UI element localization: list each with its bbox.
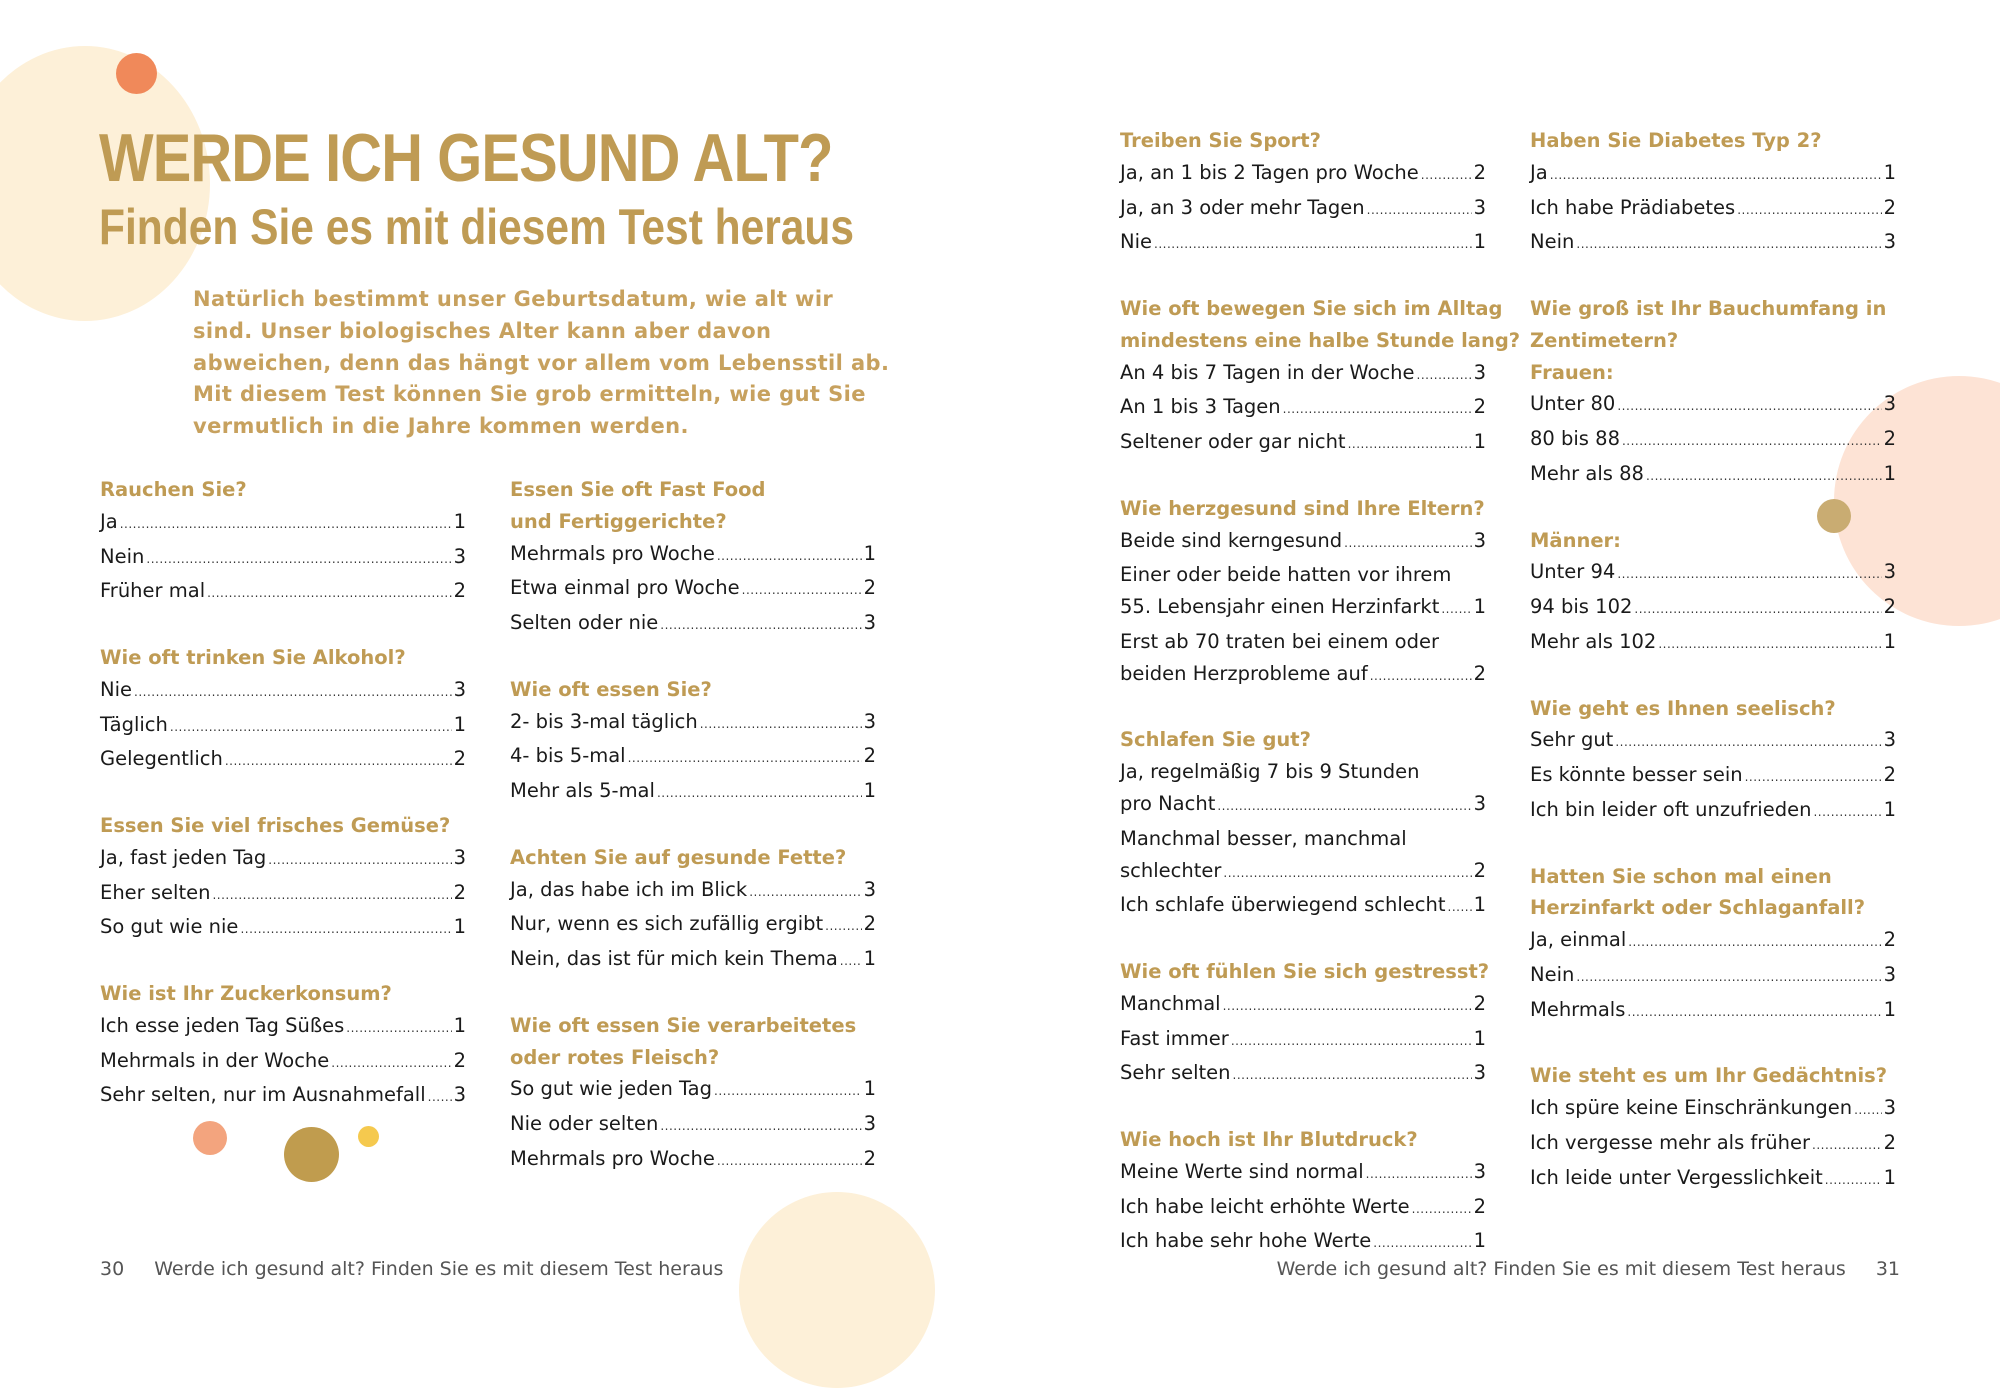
- answer-row: [510, 538, 876, 573]
- answer-label: Nie: [100, 677, 133, 701]
- answer-label: So gut wie nie: [100, 915, 239, 939]
- answer-row: [1530, 1127, 1896, 1162]
- leader-dots: [1223, 991, 1472, 1023]
- answer-points: 3: [1473, 1159, 1486, 1183]
- leader-dots: [1231, 1026, 1472, 1058]
- answer-row: [510, 706, 876, 741]
- answer-points: 2: [1883, 928, 1896, 952]
- answer-row: [100, 911, 466, 946]
- answer-row: [100, 1079, 466, 1114]
- quiz-column-1: [100, 474, 466, 1114]
- answer-label: Mehr als 88: [1530, 461, 1644, 485]
- answer-points: 3: [1473, 1061, 1486, 1085]
- leader-dots: [660, 610, 861, 642]
- quiz-column-2: [510, 474, 876, 1178]
- answer-label: Eher selten: [100, 880, 211, 904]
- leader-dots: [1367, 195, 1472, 227]
- answer-row: [100, 1045, 466, 1080]
- question-title: Wie hoch ist Ihr Blutdruck?: [1120, 1127, 1418, 1151]
- page-number-left: 30: [100, 1258, 125, 1280]
- answer-row: [100, 674, 466, 709]
- quiz-column-4: [1530, 125, 1896, 1197]
- answer-label: Seltener oder gar nicht: [1120, 430, 1346, 454]
- leader-dots: [1825, 1165, 1882, 1197]
- answer-points: 1: [1883, 629, 1896, 653]
- answer-points: 1: [1883, 797, 1896, 821]
- answer-row: [1120, 157, 1486, 192]
- leader-dots: [1617, 391, 1881, 423]
- answer-points: 1: [1473, 1026, 1486, 1050]
- question-title: Haben Sie Diabetes Typ 2?: [1530, 129, 1822, 152]
- answer-label: Mehr als 102: [1530, 629, 1657, 653]
- leader-dots: [1634, 594, 1881, 626]
- answer-label: Täglich: [100, 712, 168, 736]
- answer-row: [100, 575, 466, 610]
- answer-label: Mehrmals: [1530, 997, 1626, 1021]
- answer-label: Ja: [1530, 160, 1548, 184]
- question-title: Wie oft essen Sie?: [510, 677, 712, 701]
- answer-row: [1530, 591, 1896, 626]
- leader-dots: [1628, 927, 1881, 959]
- answer-points: 1: [1473, 1229, 1486, 1253]
- answer-points: 3: [453, 544, 466, 568]
- question-title-cont: mindestens eine halbe Stunde lang?: [1120, 328, 1521, 352]
- answer-row: [1120, 1225, 1486, 1260]
- answer-points: 3: [1883, 230, 1896, 254]
- leader-dots: [1154, 229, 1472, 261]
- answer-row: [510, 607, 876, 642]
- answer-points: 1: [1883, 997, 1896, 1021]
- answer-label: Ja, an 1 bis 2 Tagen pro Woche: [1120, 160, 1419, 184]
- leader-dots: [657, 778, 862, 810]
- question-title: Wie oft fühlen Sie sich gestresst?: [1120, 959, 1490, 983]
- answer-row: [1530, 794, 1896, 829]
- answer-row: [1530, 192, 1896, 227]
- leader-dots: [240, 914, 451, 946]
- answer-points: 2: [1883, 427, 1896, 451]
- answer-label: schlechter: [1120, 858, 1222, 882]
- answer-label: An 1 bis 3 Tagen: [1120, 395, 1281, 419]
- answer-points: 2: [1883, 195, 1896, 219]
- leader-dots: [1745, 762, 1882, 794]
- question-title: Wie oft trinken Sie Alkohol?: [100, 645, 406, 669]
- answer-label: Fast immer: [1120, 1026, 1229, 1050]
- answer-row: [510, 1108, 876, 1143]
- leader-dots: [1348, 429, 1472, 461]
- leader-dots: [1233, 1060, 1472, 1092]
- answer-row: [510, 740, 876, 775]
- answer-row: [100, 541, 466, 576]
- answer-points: 3: [1883, 560, 1896, 584]
- answer-points: 2: [863, 744, 876, 768]
- leader-dots: [268, 845, 451, 877]
- answer-row: [1530, 388, 1896, 423]
- answer-row: [1120, 889, 1486, 924]
- answer-row: [100, 877, 466, 912]
- answer-label: Ja: [100, 509, 118, 533]
- answer-label: 94 bis 102: [1530, 595, 1633, 619]
- answer-row: [510, 943, 876, 978]
- answer-row: [1530, 1092, 1896, 1127]
- answer-points: 3: [1473, 528, 1486, 552]
- answer-label: Ja, das habe ich im Blick: [510, 877, 748, 901]
- answer-row: [510, 908, 876, 943]
- answer-row: [1120, 391, 1486, 426]
- answer-label: pro Nacht: [1120, 791, 1216, 815]
- answer-row: [1120, 1023, 1486, 1058]
- answer-row: [1530, 226, 1896, 261]
- answer-points: 2: [1473, 1194, 1486, 1218]
- decor-dot-yellow: [358, 1126, 379, 1147]
- answer-label-line: Einer oder beide hatten vor ihrem: [1120, 563, 1452, 587]
- answer-label: Gelegentlich: [100, 747, 223, 771]
- answer-points: 3: [1473, 360, 1486, 384]
- leader-dots: [1617, 559, 1881, 591]
- leader-dots: [1576, 229, 1881, 261]
- answer-label: Etwa einmal pro Woche: [510, 576, 740, 600]
- answer-row: [510, 1143, 876, 1178]
- answer-points: 1: [1883, 160, 1896, 184]
- answer-row: [510, 1073, 876, 1108]
- answer-label: Ich leide unter Vergesslichkeit: [1530, 1165, 1823, 1189]
- answer-points: 2: [453, 747, 466, 771]
- question-title: Wie steht es um Ihr Gedächtnis?: [1530, 1064, 1888, 1088]
- answer-label: Nein: [1530, 230, 1575, 254]
- answer-row: [100, 1010, 466, 1045]
- answer-points: 3: [1473, 195, 1486, 219]
- answer-points: 2: [863, 1146, 876, 1170]
- question-title: Schlafen Sie gut?: [1120, 728, 1311, 752]
- answer-label: Ich habe Prädiabetes: [1530, 195, 1736, 219]
- leader-dots: [170, 712, 452, 744]
- leader-dots: [660, 1111, 861, 1143]
- answer-points: 2: [453, 880, 466, 904]
- leader-dots: [1550, 160, 1882, 192]
- answer-row: [100, 743, 466, 778]
- answer-points: 2: [453, 579, 466, 603]
- answer-row: [1120, 788, 1486, 823]
- answer-label: Ich spüre keine Einschränkungen: [1530, 1096, 1853, 1120]
- answer-points: 3: [1883, 728, 1896, 752]
- answer-label: Beide sind kerngesund: [1120, 528, 1343, 552]
- answer-points: 2: [1473, 661, 1486, 685]
- leader-dots: [742, 575, 862, 607]
- leader-dots: [717, 1146, 862, 1178]
- question-title-cont: Herzinfarkt oder Schlaganfall?: [1530, 896, 1866, 920]
- leader-dots: [1646, 461, 1882, 493]
- leader-dots: [749, 877, 861, 909]
- answer-points: 1: [453, 509, 466, 533]
- answer-points: 2: [1883, 763, 1896, 787]
- answer-row: [1120, 426, 1486, 461]
- leader-dots: [1615, 727, 1881, 759]
- leader-dots: [225, 746, 452, 778]
- answer-label: Ich vergesse mehr als früher: [1530, 1130, 1811, 1154]
- leader-dots: [1366, 1159, 1472, 1191]
- leader-dots: [207, 578, 451, 610]
- answer-row: [1530, 556, 1896, 591]
- decor-dot-salmon: [193, 1121, 227, 1155]
- leader-dots: [1412, 1194, 1472, 1226]
- running-footer-left: Werde ich gesund alt? Finden Sie es mit diesem Test heraus: [154, 1258, 724, 1280]
- answer-row: [1120, 855, 1486, 890]
- answer-points: 1: [1883, 1165, 1896, 1189]
- answer-row: [510, 775, 876, 810]
- answer-points: 2: [1473, 991, 1486, 1015]
- question-title: Rauchen Sie?: [100, 478, 247, 501]
- subgroup-men-label: Männer:: [1530, 528, 1621, 552]
- answer-row: [1530, 458, 1896, 493]
- answer-label: Mehrmals in der Woche: [100, 1048, 330, 1072]
- answer-label: Sehr gut: [1530, 728, 1614, 752]
- leader-dots: [428, 1082, 452, 1114]
- answer-row: [1530, 626, 1896, 661]
- decor-circle-cream-bottom: [739, 1192, 935, 1388]
- question-title: Wie geht es Ihnen seelisch?: [1530, 696, 1836, 720]
- question-title: Treiben Sie Sport?: [1120, 129, 1321, 152]
- answer-points: 1: [863, 541, 876, 565]
- answer-label: Mehrmals pro Woche: [510, 541, 715, 565]
- answer-label: Ja, fast jeden Tag: [100, 845, 267, 869]
- answer-points: 1: [863, 947, 876, 971]
- answer-row: [1530, 1162, 1896, 1197]
- answer-label: Unter 80: [1530, 392, 1616, 416]
- answer-points: 2: [1473, 858, 1486, 882]
- question-title: Wie ist Ihr Zuckerkonsum?: [100, 981, 392, 1005]
- question-title: Wie herzgesund sind Ihre Eltern?: [1120, 496, 1485, 520]
- leader-dots: [1812, 1130, 1882, 1162]
- leader-dots: [825, 911, 861, 943]
- answer-points: 3: [453, 677, 466, 701]
- answer-points: 3: [863, 1112, 876, 1136]
- answer-points: 1: [453, 1013, 466, 1037]
- question-title-cont: Zentimetern?: [1530, 328, 1679, 352]
- leader-dots: [840, 946, 862, 978]
- leader-dots: [120, 509, 452, 541]
- leader-dots: [331, 1048, 451, 1080]
- answer-points: 3: [863, 709, 876, 733]
- leader-dots: [1370, 661, 1472, 693]
- leader-dots: [1344, 528, 1471, 560]
- answer-label-line: Erst ab 70 traten bei einem oder: [1120, 629, 1439, 653]
- leader-dots: [1813, 797, 1881, 829]
- answer-row: [1120, 591, 1486, 626]
- answer-row: [1530, 959, 1896, 994]
- footer-left: [100, 1256, 723, 1282]
- leader-dots: [717, 541, 862, 573]
- answer-row: [1120, 1156, 1486, 1191]
- answer-label: Nein: [1530, 962, 1575, 986]
- answer-row: [1120, 525, 1486, 560]
- answer-row: [1120, 658, 1486, 693]
- answer-points: 3: [1883, 1096, 1896, 1120]
- leader-dots: [628, 743, 862, 775]
- answer-points: 1: [1883, 461, 1896, 485]
- question-title: Wie groß ist Ihr Bauchumfang in: [1530, 296, 1887, 320]
- leader-dots: [346, 1013, 451, 1045]
- answer-points: 3: [1473, 791, 1486, 815]
- leader-dots: [1737, 195, 1881, 227]
- answer-label: Manchmal: [1120, 991, 1221, 1015]
- answer-points: 3: [1883, 392, 1896, 416]
- quiz-column-3: [1120, 125, 1521, 1260]
- answer-points: 3: [863, 877, 876, 901]
- page-subtitle: Finden Sie es mit diesem Test heraus: [99, 199, 855, 255]
- answer-row: [510, 874, 876, 909]
- leader-dots: [1627, 997, 1881, 1029]
- answer-label: beiden Herzprobleme auf: [1120, 661, 1368, 685]
- answer-row: [1120, 1057, 1486, 1092]
- intro-paragraph: Natürlich bestimmt unser Geburtsdatum, wie alt wir sind. Unser biologisches Alter kann aber davon abweichen, denn das hängt vor allem vom Lebensstil ab. Mit diesem Test können Sie grob ermitteln, wie gut Sie vermutlich in die Jahre kommen werden.: [193, 287, 890, 439]
- answer-label: Es könnte besser sein: [1530, 763, 1743, 787]
- answer-label: Ich bin leider oft unzufrieden: [1530, 797, 1812, 821]
- answer-label: Mehrmals pro Woche: [510, 1146, 715, 1170]
- answer-label: 55. Lebensjahr einen Herzinfarkt: [1120, 595, 1440, 619]
- answer-label: Mehr als 5-mal: [510, 779, 655, 803]
- decor-dot-gold-large: [284, 1127, 339, 1182]
- answer-label: Sehr selten: [1120, 1061, 1231, 1085]
- answer-label: 80 bis 88: [1530, 427, 1620, 451]
- answer-label: Früher mal: [100, 579, 206, 603]
- answer-row: [1120, 357, 1486, 392]
- answer-points: 2: [453, 1048, 466, 1072]
- answer-row: [100, 709, 466, 744]
- answer-points: 3: [863, 611, 876, 635]
- question-title: Wie oft bewegen Sie sich im Alltag: [1120, 296, 1503, 320]
- question-title: Essen Sie oft Fast Food: [510, 478, 766, 501]
- leader-dots: [1441, 594, 1471, 626]
- page-title: WERDE ICH GESUND ALT?: [99, 120, 833, 196]
- answer-points: 1: [1473, 430, 1486, 454]
- answer-label: Unter 94: [1530, 560, 1616, 584]
- decor-dot-orange: [116, 53, 157, 94]
- answer-row: [1120, 226, 1486, 261]
- answer-label: 2- bis 3-mal täglich: [510, 709, 698, 733]
- answer-label: Ich habe sehr hohe Werte: [1120, 1229, 1372, 1253]
- answer-row: [1120, 1191, 1486, 1226]
- answer-points: 2: [1883, 595, 1896, 619]
- answer-row: [1530, 423, 1896, 458]
- leader-dots: [1576, 962, 1881, 994]
- subgroup-women-label: Frauen:: [1530, 360, 1614, 384]
- answer-row: [1530, 994, 1896, 1029]
- answer-row: [510, 572, 876, 607]
- answer-label: Nie: [1120, 230, 1153, 254]
- answer-points: 1: [863, 779, 876, 803]
- answer-row: [1120, 988, 1486, 1023]
- answer-points: 1: [1473, 595, 1486, 619]
- answer-row: [1120, 192, 1486, 227]
- answer-row: [1530, 724, 1896, 759]
- leader-dots: [1854, 1095, 1881, 1127]
- answer-label: Ja, an 3 oder mehr Tagen: [1120, 195, 1365, 219]
- answer-row: [1530, 924, 1896, 959]
- answer-label-line: Ja, regelmäßig 7 bis 9 Stunden: [1120, 760, 1420, 784]
- answer-label: Nie oder selten: [510, 1112, 659, 1136]
- answer-points: 1: [1473, 230, 1486, 254]
- answer-label: Ich esse jeden Tag Süßes: [100, 1013, 345, 1037]
- answer-label: Selten oder nie: [510, 611, 659, 635]
- answer-label: Ich schlafe überwiegend schlecht: [1120, 893, 1446, 917]
- leader-dots: [714, 1076, 862, 1108]
- leader-dots: [700, 709, 862, 741]
- leader-dots: [134, 677, 452, 709]
- answer-points: 1: [863, 1077, 876, 1101]
- answer-points: 3: [453, 845, 466, 869]
- question-title: Hatten Sie schon mal einen: [1530, 864, 1832, 888]
- leader-dots: [1283, 394, 1472, 426]
- question-title: Achten Sie auf gesunde Fette?: [510, 845, 847, 869]
- question-title-cont: und Fertiggerichte?: [510, 509, 727, 533]
- answer-points: 3: [453, 1083, 466, 1107]
- answer-points: 2: [863, 912, 876, 936]
- answer-label: Nein, das ist für mich kein Thema: [510, 947, 838, 971]
- page-number-right: 31: [1875, 1258, 1900, 1280]
- leader-dots: [212, 880, 451, 912]
- answer-row: [100, 842, 466, 877]
- answer-label: 4- bis 5-mal: [510, 744, 626, 768]
- leader-dots: [1223, 858, 1471, 890]
- answer-points: 2: [1473, 160, 1486, 184]
- answer-points: 2: [1883, 1130, 1896, 1154]
- leader-dots: [1421, 160, 1472, 192]
- leader-dots: [146, 544, 451, 576]
- answer-points: 2: [863, 576, 876, 600]
- question-title: Essen Sie viel frisches Gemüse?: [100, 813, 451, 837]
- answer-label-line: Manchmal besser, manchmal: [1120, 826, 1407, 850]
- leader-dots: [1658, 629, 1881, 661]
- answer-label: So gut wie jeden Tag: [510, 1077, 713, 1101]
- answer-points: 1: [453, 712, 466, 736]
- question-title-cont: oder rotes Fleisch?: [510, 1045, 720, 1069]
- answer-label: Meine Werte sind normal: [1120, 1159, 1364, 1183]
- answer-label: Ich habe leicht erhöhte Werte: [1120, 1194, 1410, 1218]
- answer-row: [1530, 759, 1896, 794]
- answer-points: 2: [1473, 395, 1486, 419]
- answer-row: [100, 506, 466, 541]
- answer-label: Nein: [100, 544, 145, 568]
- leader-dots: [1217, 791, 1471, 823]
- answer-label: Ja, einmal: [1530, 928, 1627, 952]
- question-title: Wie oft essen Sie verarbeitetes: [510, 1013, 857, 1037]
- answer-label: Sehr selten, nur im Ausnahmefall: [100, 1083, 426, 1107]
- answer-label: An 4 bis 7 Tagen in der Woche: [1120, 360, 1415, 384]
- answer-label: Nur, wenn es sich zufällig ergibt: [510, 912, 824, 936]
- running-footer-right: Werde ich gesund alt? Finden Sie es mit diesem Test heraus: [1276, 1258, 1846, 1280]
- answer-points: 1: [1473, 893, 1486, 917]
- answer-points: 1: [453, 915, 466, 939]
- answer-row: [1530, 157, 1896, 192]
- leader-dots: [1622, 426, 1882, 458]
- leader-dots: [1448, 892, 1472, 924]
- footer-right: [1277, 1256, 1900, 1282]
- leader-dots: [1417, 360, 1472, 392]
- answer-points: 3: [1883, 962, 1896, 986]
